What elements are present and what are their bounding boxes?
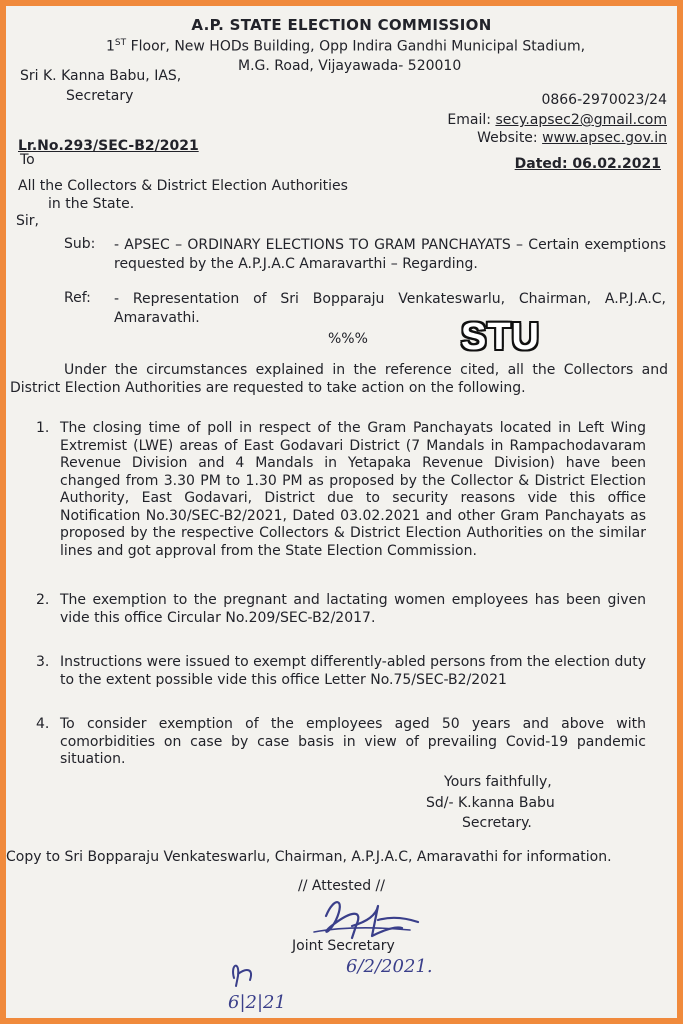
website-link[interactable]: www.apsec.gov.in [542,130,667,146]
subject-text: - APSEC – ORDINARY ELECTIONS TO GRAM PANCHAYATS – Certain exemptions requested by the A.P.J.A.C Amaravarthi – Regarding. [114,237,666,272]
to-label: To [20,152,35,168]
email-link[interactable]: secy.apsec2@gmail.com [495,112,667,128]
secretary-role: Secretary [66,88,134,104]
recipient-line-1: All the Collectors & District Election Authorities [18,178,348,194]
letter-reference-number: Lr.No.293/SEC-B2/2021 [18,138,199,154]
signatory-name: Sd/- K.kanna Babu [426,795,555,811]
joint-secretary-label: Joint Secretary [292,938,395,954]
phone-number: 0866-2970023/24 [541,92,667,108]
address-line-1: 1ST Floor, New HODs Building, Opp Indira Gandhi Municipal Stadium, [106,38,586,55]
svg-text:6/2/2021.: 6/2/2021. [346,956,433,977]
email-line: Email: secy.apsec2@gmail.com [447,112,667,128]
svg-text:6|2|21: 6|2|21 [228,992,286,1013]
salutation: Sir, [16,213,39,229]
separator: %%% [328,331,368,347]
recipient-line-2: in the State. [48,196,135,212]
intro-paragraph: Under the circumstances explained in the reference cited, all the Collectors and District Election Authorities are requested to take action on the following. [10,362,668,396]
reference-label: Ref: [64,290,91,306]
attested-label: // Attested // [298,878,385,894]
signatory-role: Secretary. [462,815,532,831]
commission-title: A.P. STATE ELECTION COMMISSION [191,16,492,34]
website-line: Website: www.apsec.gov.in [477,130,667,146]
handwritten-initial-date [220,956,330,1018]
reference-text: - Representation of Sri Bopparaju Venkateswarlu, Chairman, A.P.J.A.C, Amaravathi. [114,291,666,326]
letter-page: A.P. STATE ELECTION COMMISSION 1ST Floor, New HODs Building, Opp Indira Gandhi Municipal Stadium, M.G. Road, Vijayawada- 520010 Sri K. Kanna Babu, IAS, Secretary 0866-2970023/24 Email: secy.apsec2@gmail.com Website: www.apsec.gov.in Lr.No.293/SEC-B2/2021 To Dated: 06.02.2021 All the Collectors & District Election Authorities in the State. Sir, Sub: - APSEC – ORDINARY ELECTIONS TO GRAM PANCHAYATS – Certain exemptions requested by the A.P.J.A.C Amaravarthi – Regarding. Ref: - Representation of Sri Bopparaju Venkateswarlu, Chairman, A.P.J.A.C, Amaravathi. %%% STU Under the circumstances explained in the reference cited, all the Collectors and District Election Authorities are requested to take action on the following. 1. The closing time of poll in respect of the Gram Panchayats located in Left Wing Extremist (LWE) areas of East Godavari District (7 Mandals in Rampachodavaram Revenue Division and 4 Mandals in Yetapaka Revenue Division) have been changed from 3.30 PM to 1.30 PM as proposed by the Collector & District Election Authority, East Godavari, District due to security reasons vide this office Notification No.30/SEC-B2/2021, Dated 03.02.2021 and other Gram Panchayats as proposed by the respective Collectors & District Election Authorities on the similar lines and got approval from the State Election Commission. 2. The exemption to the pregnant and lactating women employees has been given vide this office Circular No.209/SEC-B2/2017. 3. Instructions were issued to exempt differently-abled persons from the election duty to the extent possible vide this office Letter No.75/SEC-B2/2021 4. To consider exemption of the employees aged 50 years and above with comorbidities on case by case basis in view of prevailing Covid-19 pandemic situation. Yours faithfully, Sd/- K.kanna Babu Secretary. Copy to Sri Bopparaju Venkateswarlu, Chairman, A.P.J.A.C, Amaravathi for information. // Attested // Joint Secretary 6/2/2021. 6|2|21 [6,6,677,1018]
letter-date: Dated: 06.02.2021 [514,156,661,172]
closing-phrase: Yours faithfully, [444,774,552,790]
handwritten-date-1 [342,946,452,986]
copy-to-line: Copy to Sri Bopparaju Venkateswarlu, Chairman, A.P.J.A.C, Amaravathi for information. [6,849,612,865]
address-line-2: M.G. Road, Vijayawada- 520010 [238,58,462,74]
stu-overlay-stamp: STU [461,316,540,358]
subject-label: Sub: [64,236,96,252]
secretary-name: Sri K. Kanna Babu, IAS, [20,68,182,84]
